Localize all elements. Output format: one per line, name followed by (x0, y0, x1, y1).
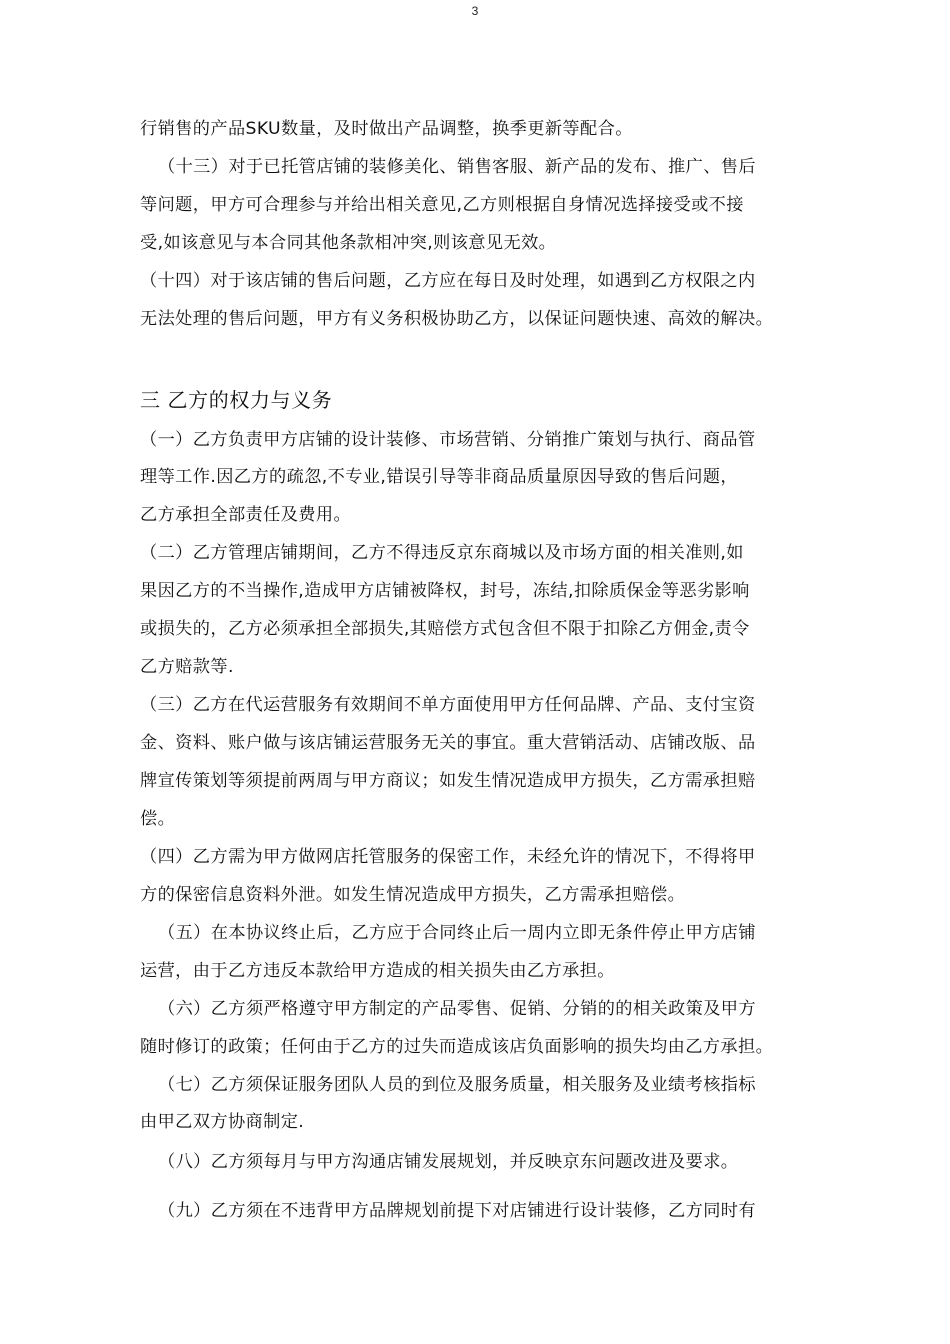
text-line: （十三）对于已托管店铺的装修美化、销售客服、新产品的发布、推广、售后 (158, 157, 756, 177)
section-heading: 三 乙方的权力与义务 (140, 388, 333, 412)
text-line: 由甲乙双方协商制定. (140, 1112, 305, 1132)
text-line: （八）乙方须每月与甲方沟通店铺发展规划，并反映京东问题改进及要求。 (158, 1152, 739, 1172)
text-line: 偿。 (140, 809, 176, 829)
text-line: 无法处理的售后问题，甲方有义务积极协助乙方，以保证问题快速、高效的解决。 (140, 309, 774, 329)
text-line: 运营，由于乙方违反本款给甲方造成的相关损失由乙方承担。 (140, 961, 615, 981)
text-line: 方的保密信息资料外泄。如发生情况造成甲方损失，乙方需承担赔偿。 (140, 885, 686, 905)
text-line: 等问题，甲方可合理参与并给出相关意见,乙方则根据自身情况选择接受或不接 (140, 195, 744, 215)
text-line: 乙方赔款等. (140, 657, 234, 677)
text-line: 受,如该意见与本合同其他条款相冲突,则该意见无效。 (140, 233, 557, 253)
text-line: 行销售的产品SKU数量，及时做出产品调整，换季更新等配合。 (140, 119, 633, 139)
text-line: （一）乙方负责甲方店铺的设计装修、市场营销、分销推广策划与执行、商品管 (140, 430, 756, 450)
text-line: （五）在本协议终止后，乙方应于合同终止后一周内立即无条件停止甲方店铺 (158, 923, 756, 943)
text-line: 或损失的，乙方必须承担全部损失,其赔偿方式包含但不限于扣除乙方佣金,责令 (140, 619, 750, 639)
text-line: 乙方承担全部责任及费用。 (140, 505, 352, 525)
text-line: 理等工作.因乙方的疏忽,不专业,错误引导等非商品质量原因导致的售后问题， (140, 467, 738, 487)
text-line: 牌宣传策划等须提前两周与甲方商议；如发生情况造成甲方损失，乙方需承担赔 (140, 771, 756, 791)
text-line: （三）乙方在代运营服务有效期间不单方面使用甲方任何品牌、产品、支付宝资 (140, 695, 756, 715)
text-line: （六）乙方须严格遵守甲方制定的产品零售、促销、分销的的相关政策及甲方 (158, 999, 756, 1019)
text-line: （二）乙方管理店铺期间，乙方不得违反京东商城以及市场方面的相关准则,如 (140, 543, 744, 563)
text-line: （四）乙方需为甲方做网店托管服务的保密工作，未经允许的情况下，不得将甲 (140, 847, 756, 867)
text-line: （七）乙方须保证服务团队人员的到位及服务质量，相关服务及业绩考核指标 (158, 1075, 756, 1095)
text-line: 金、资料、账户做与该店铺运营服务无关的事宜。重大营销活动、店铺改版、品 (140, 733, 756, 753)
text-line: 果因乙方的不当操作,造成甲方店铺被降权，封号，冻结,扣除质保金等恶劣影响 (140, 581, 750, 601)
text-line: 随时修订的政策；任何由于乙方的过失而造成该店负面影响的损失均由乙方承担。 (140, 1037, 774, 1057)
page-number: 3 (471, 4, 479, 18)
text-line: （九）乙方须在不违背甲方品牌规划前提下对店铺进行设计装修，乙方同时有 (158, 1201, 756, 1221)
text-line: （十四）对于该店铺的售后问题，乙方应在每日及时处理，如遇到乙方权限之内 (140, 271, 756, 291)
